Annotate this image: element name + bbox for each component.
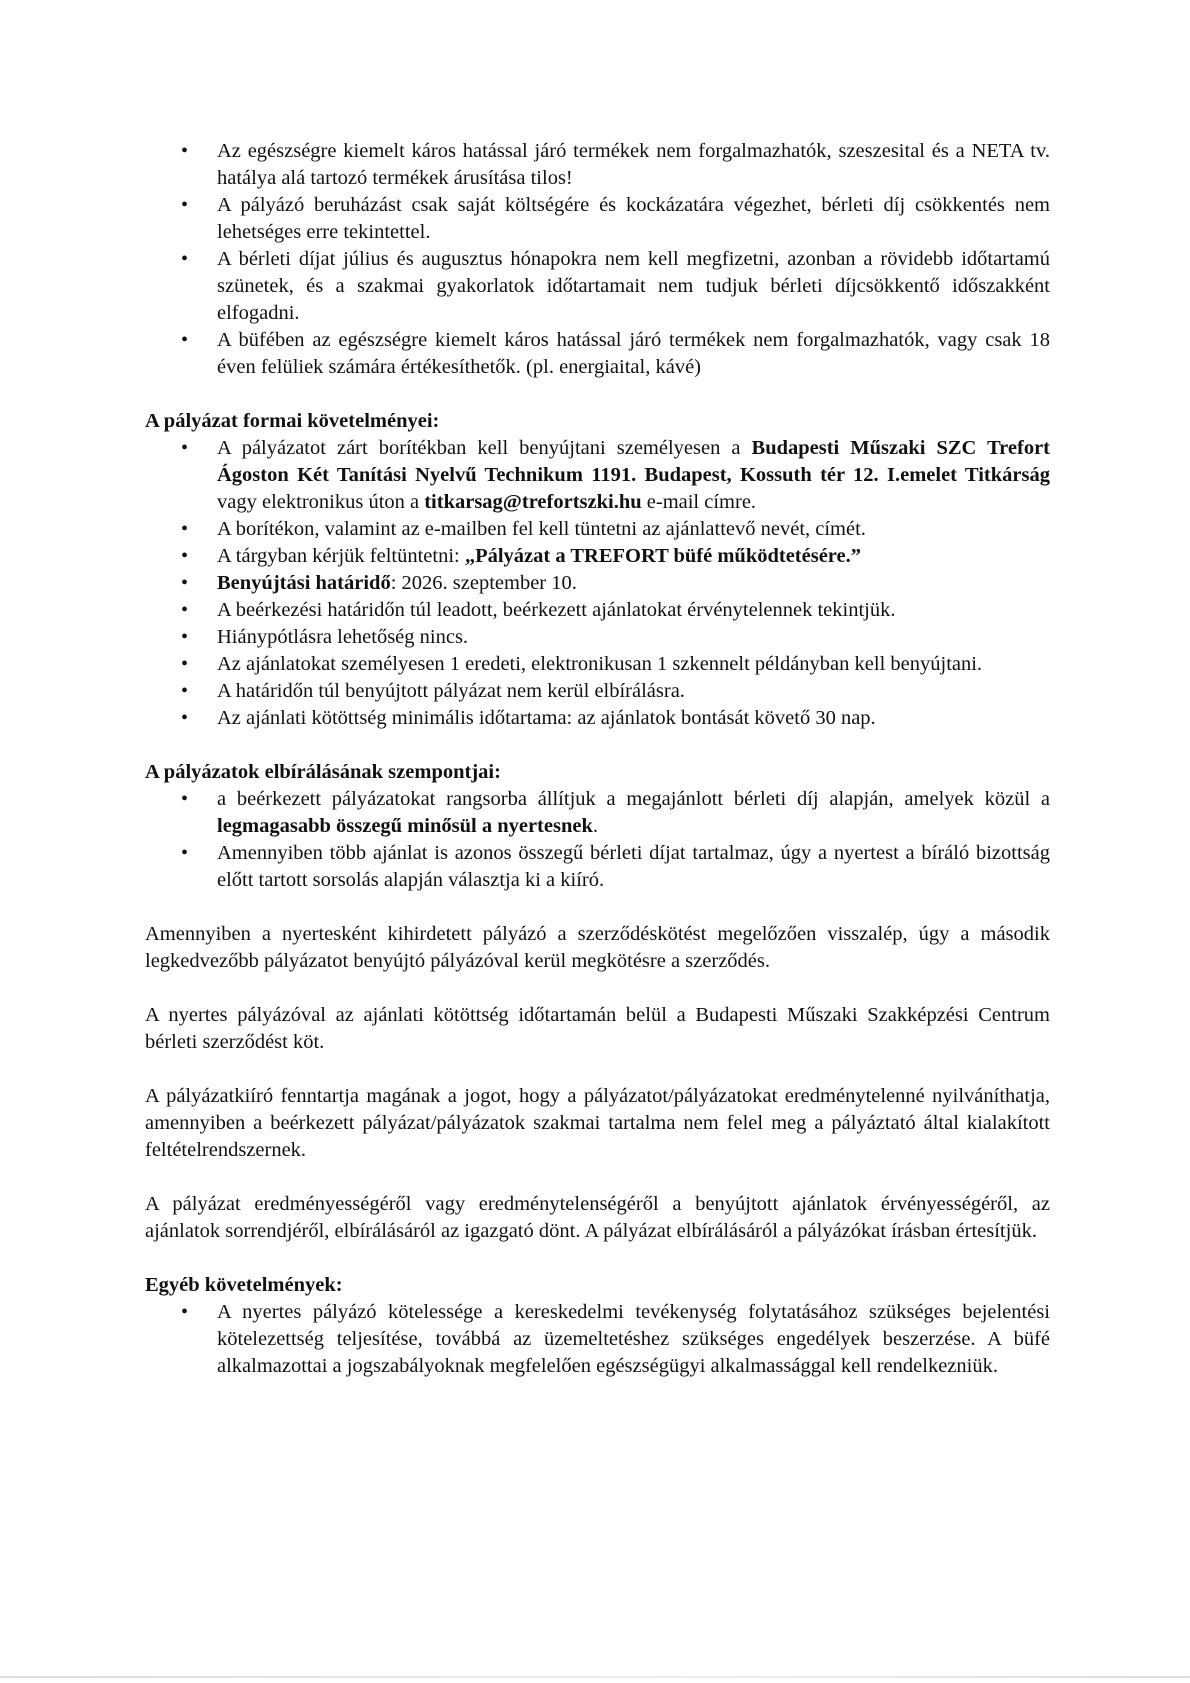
paragraph: A pályázat eredményességéről vagy eredménytelenségéről a benyújtott ajánlatok érvényességéről, az ajánlatok sorrendjéről, elbírálásáról az igazgató dönt. A pályázat elbírálásáról a pályázókat írásban értesítjük. [145,1193,1050,1242]
list-item [145,543,1050,570]
list-item: • Az ajánlatokat személyesen 1 eredeti, elektronikusan 1 szkennelt példányban kell benyújtani. [145,651,1050,678]
deadline-label: Benyújtási határidő [217,572,391,594]
text-span: A tárgyban kérjük feltüntetni: [217,545,465,567]
list-item [145,570,1050,597]
email-address: titkarsag@trefortszki.hu [424,491,642,513]
text-span: A pályázatot zárt borítékban kell benyújtani személyesen a [217,437,752,459]
text-span: vagy elektronikus úton a [217,491,425,513]
formal-requirements-list [145,435,1050,732]
formal-requirements-heading: A pályázat formai követelményei: [145,410,440,432]
scan-edge-divider [0,1676,1190,1678]
list-item: • A bérleti díjat július és augusztus hónapokra nem kell megfizetni, azonban a rövidebb időtartamú szünetek, és a szakmai gyakorlatok időtartamait nem tudjuk bérleti díjcsökkentő időszakként elfogadni. [145,246,1050,327]
list-item: • Hiánypótlásra lehetőség nincs. [145,624,1050,651]
other-requirements-heading: Egyéb követelmények: [145,1274,343,1296]
evaluation-criteria-list [145,786,1050,894]
list-item: • A határidőn túl benyújtott pályázat nem kerül elbírálásra. [145,678,1050,705]
list-item [145,435,1050,516]
text-span: e-mail címre. [641,491,757,513]
list-item: • Az ajánlati kötöttség minimális időtartama: az ajánlatok bontását követő 30 nap. [145,705,1050,732]
list-item: • A beérkezési határidőn túl leadott, beérkezett ajánlatokat érvénytelennek tekintjük. [145,597,1050,624]
list-item: • A büfében az egészségre kiemelt káros hatással járó termékek nem forgalmazhatók, vagy csak 18 éven felüliek számára értékesíthetők. (pl. energiaital, kávé) [145,327,1050,381]
document-body [145,138,1050,1380]
other-requirements-list [145,1299,1050,1380]
list-item: • A nyertes pályázó kötelessége a kereskedelmi tevékenység folytatásához szükséges bejelentési kötelezettség teljesítése, továbbá az üzemeltetéshez szükséges engedélyek beszerzése. A büfé alkalmazottai a jogszabályoknak megfelelően egészségügyi alkalmassággal kell rendelkezniük. [145,1299,1050,1380]
deadline-value: : 2026. szeptember 10. [390,572,577,594]
subject-line: „Pályázat a TREFORT büfé működtetésére.” [464,545,862,567]
paragraph: A nyertes pályázóval az ajánlati kötöttség időtartamán belül a Budapesti Műszaki Szakképzési Centrum bérleti szerződést köt. [145,1004,1050,1053]
paragraph: A pályázatkiíró fenntartja magának a jogot, hogy a pályázatot/pályázatokat eredménytelenné nyilváníthatja, amennyiben a beérkezett pályázat/pályázatok szakmai tartalma nem felel meg a pályáztató által kialakított feltételrendszernek. [145,1085,1050,1161]
submission-address: Budapesti Műszaki SZC Trefort Ágoston Két Tanítási Nyelvű Technikum 1191. Budapest, Kossuth tér 12. I.emelet Titkárság [217,437,1050,486]
list-item: • A pályázó beruházást csak saját költségére és kockázatára végezhet, bérleti díj csökkentés nem lehetséges erre tekintettel. [145,192,1050,246]
paragraph: Amennyiben a nyertesként kihirdetett pályázó a szerződéskötést megelőzően visszalép, úgy a második legkedvezőbb pályázatot benyújtó pályázóval kerül megkötésre a szerződés. [145,923,1050,972]
text-span: . [592,815,598,837]
list-item: • Amennyiben több ajánlat is azonos összegű bérleti díjat tartalmaz, úgy a nyertest a bíráló bizottság előtt tartott sorsolás alapján választja ki a kiíró. [145,840,1050,894]
evaluation-criteria-heading: A pályázatok elbírálásának szempontjai: [145,761,501,783]
text-span: a beérkezett pályázatokat rangsorba állítjuk a megajánlott bérleti díj alapján, amelyek közül a [217,788,1050,810]
restrictions-list [145,138,1050,381]
list-item: • A borítékon, valamint az e-mailben fel kell tüntetni az ajánlattevő nevét, címét. [145,516,1050,543]
winner-criterion: legmagasabb összegű minősül a nyertesnek [217,815,593,837]
list-item [145,786,1050,840]
list-item: • Az egészségre kiemelt káros hatással járó termékek nem forgalmazhatók, szeszesital és a NETA tv. hatálya alá tartozó termékek árusítása tilos! [145,138,1050,192]
